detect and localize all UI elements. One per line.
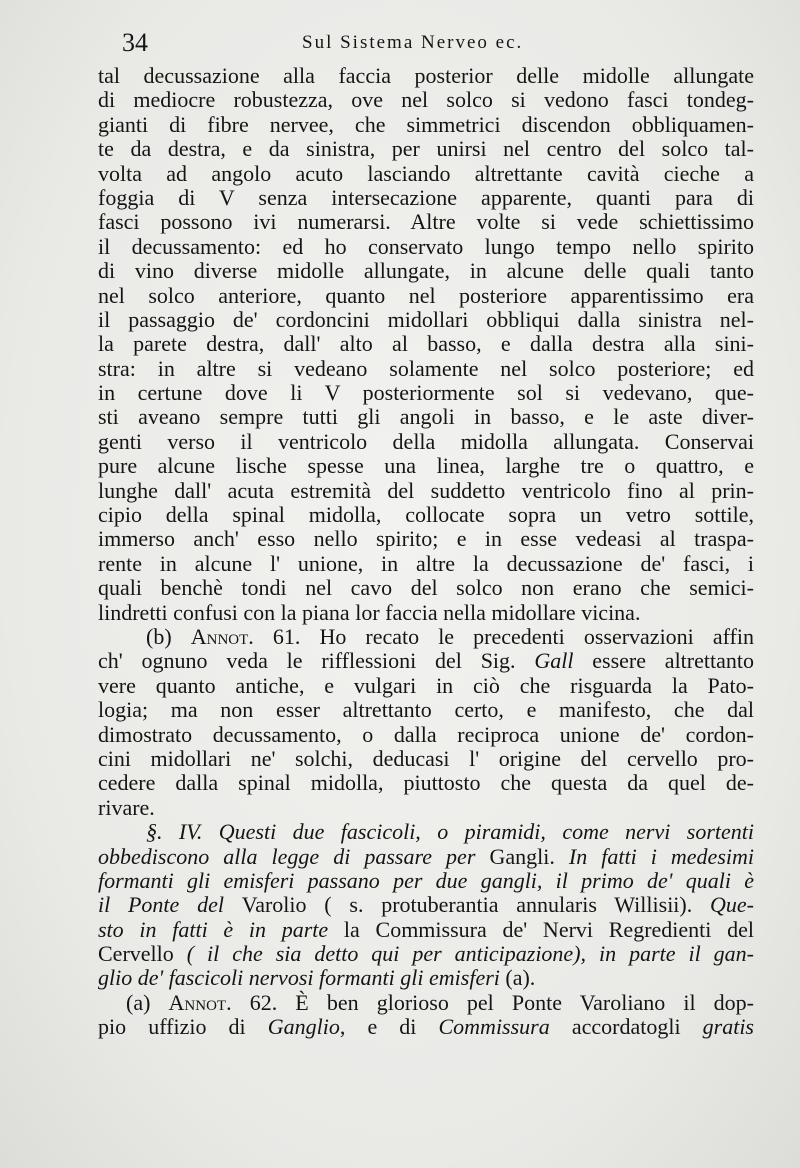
text-segment: formanti gli emisferi passano per due gangli, il primo de' quali è	[98, 867, 754, 893]
text-line	[98, 308, 754, 332]
text-line	[98, 796, 754, 820]
text-line	[98, 503, 754, 527]
text-line	[98, 405, 754, 429]
text-segment: Cervello	[98, 941, 187, 967]
text-segment: il passaggio de' cordoncini midollari obbliqui dalla sinistra nel-	[98, 306, 754, 332]
text-segment: Gangli.	[489, 843, 569, 869]
text-segment: Commissura	[438, 1014, 550, 1040]
text-segment: dimostrato decussamento, o dalla reciproca unione de' cordon-	[98, 721, 754, 747]
text-segment: §. IV. Questi due fascicoli, o piramidi, come nervi sortenti	[146, 819, 754, 845]
page-number: 34	[122, 28, 148, 57]
text-segment: foggia di V senza intersecazione apparente, quanti para di	[98, 184, 754, 210]
text-segment: rivare.	[98, 794, 155, 820]
text-line	[98, 479, 754, 503]
text-segment: vere quanto antiche, e vulgari in ciò che risguarda la Pato-	[98, 672, 754, 698]
text-segment: sto in fatti è in parte	[98, 916, 344, 942]
text-line	[98, 88, 754, 112]
text-segment: stra: in altre si vedeano solamente nel solco posteriore; ed	[98, 355, 754, 381]
text-line	[98, 845, 754, 869]
text-line	[98, 454, 754, 478]
text-segment: lindretti confusi con la piana lor faccia nella midollare vicina.	[98, 599, 641, 625]
text-line	[98, 649, 754, 673]
text-line	[98, 1015, 754, 1039]
text-line	[98, 601, 754, 625]
text-segment: il Ponte del	[98, 892, 242, 918]
text-segment: rente in alcune l' unione, in altre la decussazione de' fasci, i	[98, 550, 754, 576]
text-segment: logia; ma non esser altrettanto certo, e manifesto, che dal	[98, 697, 754, 723]
text-line	[98, 552, 754, 576]
page-header	[118, 28, 760, 58]
text-segment: te da destra, e da sinistra, per unirsi nel centro del solco tal-	[98, 136, 754, 162]
text-line	[98, 137, 754, 161]
text-line	[98, 747, 754, 771]
text-segment: (b)	[146, 623, 191, 649]
text-segment: obbediscono alla legge di passare per	[98, 843, 490, 869]
text-line	[98, 918, 754, 942]
body-text	[98, 64, 754, 1040]
text-line	[98, 210, 754, 234]
text-segment: Varolio ( s. protuberantia annularis Willisii).	[241, 892, 711, 918]
text-segment: Gall	[534, 648, 574, 674]
text-segment: il decussamento: ed ho conservato lungo tempo nello spirito	[98, 233, 754, 259]
running-head: Sul Sistema Nerveo ec.	[302, 32, 524, 53]
text-segment: fasci possono ivi numerarsi. Altre volte si vede schiettissimo	[98, 209, 754, 235]
text-segment: lunghe dall' acuta estremità del suddetto ventricolo fino al prin-	[98, 477, 754, 503]
text-segment: essere altrettanto	[573, 648, 754, 674]
text-segment: volta ad angolo acuto lasciando altrettante cavità cieche a	[98, 160, 754, 186]
text-segment: cedere dalla spinal midolla, piuttosto che questa da quel de-	[98, 770, 754, 796]
text-line	[98, 381, 754, 405]
text-segment: pio uffizio di	[98, 1014, 268, 1040]
text-segment: Que-	[710, 892, 755, 918]
text-line	[98, 820, 754, 844]
text-segment: Annot.	[168, 989, 232, 1015]
text-segment: immerso anch' esso nello spirito; e in esse vedeasi al traspa-	[98, 526, 754, 552]
text-segment: 62. È ben glorioso pel Ponte Varoliano il dop-	[231, 989, 754, 1015]
text-line	[98, 893, 754, 917]
text-segment: in certune dove li V posteriormente sol si vedevano, que-	[98, 380, 754, 406]
text-segment: quali benchè tondi nel cavo del solco non erano che semici-	[98, 575, 754, 601]
text-line	[98, 332, 754, 356]
text-segment: gianti di fibre nervee, che simmetrici discendon obbliquamen-	[98, 111, 754, 137]
text-line	[98, 113, 754, 137]
text-segment: Ganglio	[267, 1014, 340, 1040]
text-line	[98, 942, 754, 966]
text-line	[98, 698, 754, 722]
text-line	[98, 625, 754, 649]
text-line	[98, 235, 754, 259]
text-segment: accordatogli	[549, 1014, 703, 1040]
text-segment: , e di	[339, 1014, 439, 1040]
text-line	[98, 162, 754, 186]
text-segment: la parete destra, dall' alto al basso, e dalla destra alla sini-	[98, 331, 754, 357]
text-line	[98, 186, 754, 210]
text-line	[98, 869, 754, 893]
text-segment: Annot.	[190, 623, 254, 649]
text-segment: di vino diverse midolle allungate, in alcune delle quali tanto	[98, 258, 754, 284]
text-segment: (a)	[126, 989, 169, 1015]
text-segment: cini midollari ne' solchi, deducasi l' origine del cervello pro-	[98, 745, 754, 771]
text-line	[98, 771, 754, 795]
text-segment: pure alcune lische spesse una linea, larghe tre o quattro, e	[98, 453, 754, 479]
text-segment: la Commissura de' Nervi Regredienti del	[343, 916, 754, 942]
text-line	[98, 576, 754, 600]
text-segment: 61. Ho recato le precedenti osservazioni affin	[253, 623, 754, 649]
text-segment: In fatti i medesimi	[568, 843, 754, 869]
text-line	[98, 966, 754, 990]
text-segment: sti aveano sempre tutti gli angoli in basso, e le aste diver-	[98, 404, 754, 430]
text-line	[98, 527, 754, 551]
text-line	[98, 723, 754, 747]
text-line	[98, 674, 754, 698]
text-segment: tal decussazione alla faccia posterior delle midolle allungate	[98, 63, 754, 88]
text-line	[98, 357, 754, 381]
text-segment: cipio della spinal midolla, collocate sopra un vetro sottile,	[98, 502, 754, 528]
text-segment: genti verso il ventricolo della midolla allungata. Conservai	[98, 428, 754, 454]
text-line	[98, 430, 754, 454]
text-line	[98, 64, 754, 88]
text-segment: gratis	[702, 1014, 754, 1040]
text-line	[98, 284, 754, 308]
text-line	[98, 991, 754, 1015]
text-segment: di mediocre robustezza, ove nel solco si vedono fasci tondeg-	[98, 87, 754, 113]
text-segment: nel solco anteriore, quanto nel posteriore apparentissimo era	[98, 282, 754, 308]
text-segment: ch' ognuno veda le rifflessioni del Sig.	[98, 648, 535, 674]
text-segment: (a).	[505, 965, 536, 991]
text-segment: ( il che sia detto qui per anticipazione), in parte il gan-	[186, 941, 754, 967]
text-segment: glio de' fascicoli nervosi formanti gli emisferi	[98, 965, 506, 991]
text-line	[98, 259, 754, 283]
